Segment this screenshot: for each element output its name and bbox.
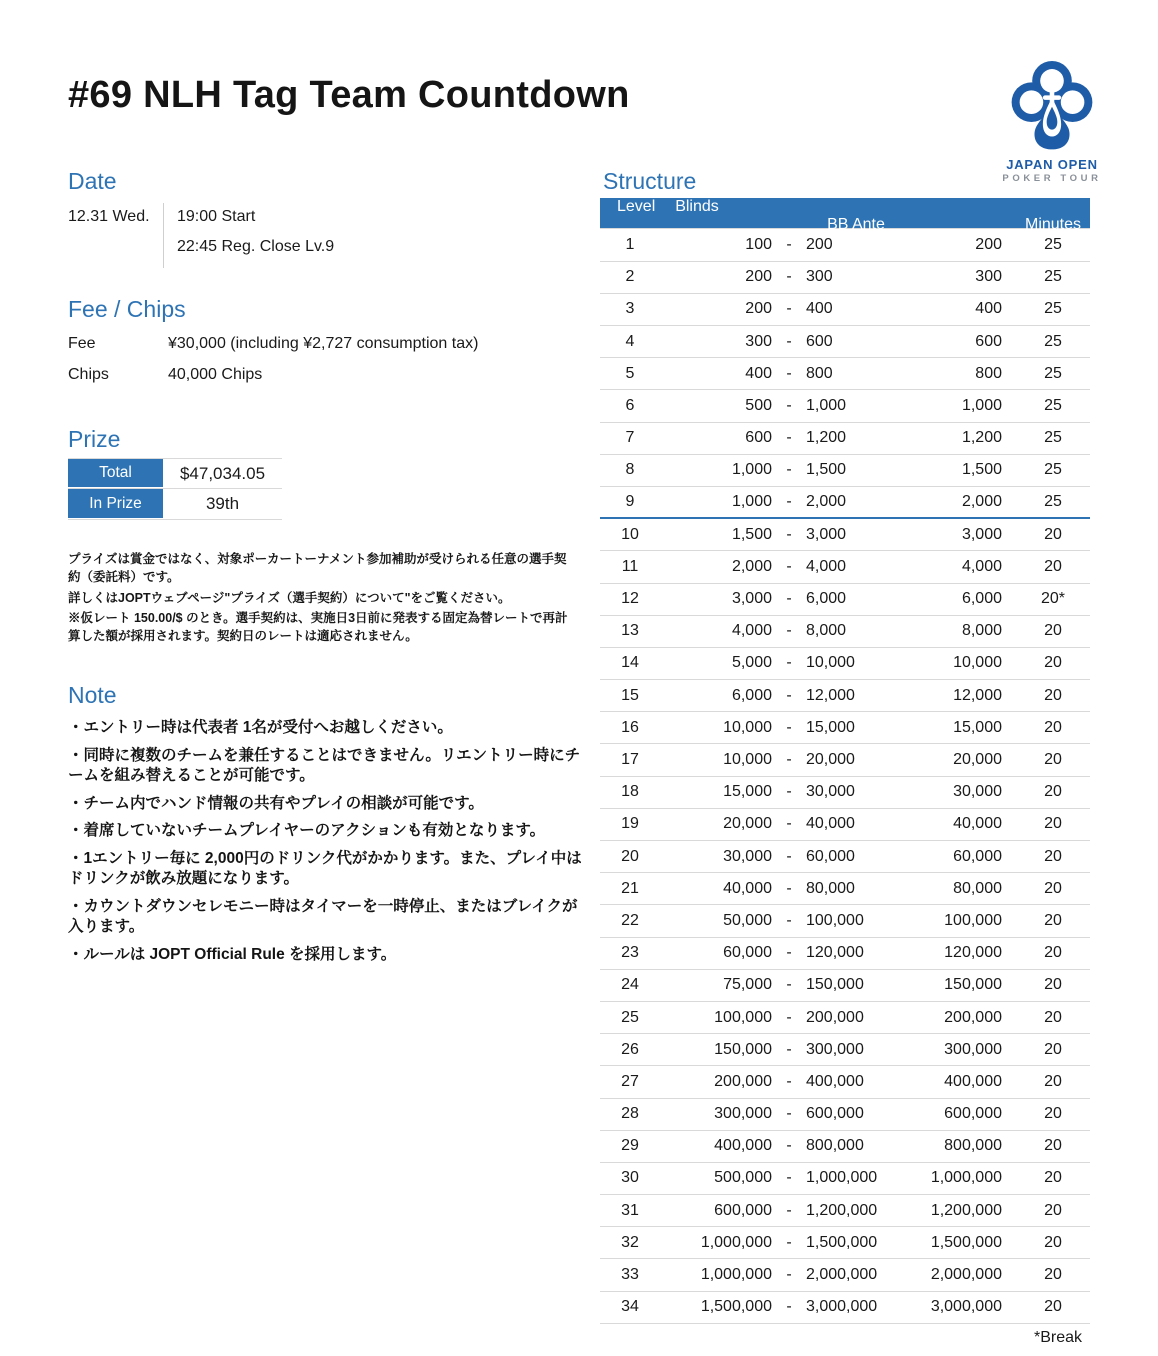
level-cell: 23 <box>621 944 639 962</box>
blinds-separator: - <box>786 429 792 447</box>
small-blind-cell: 1,500,000 <box>700 1298 772 1316</box>
bb-ante-cell: 600 <box>975 332 1002 350</box>
level-cell: 22 <box>621 911 639 929</box>
fee-value: ¥30,000 (including ¥2,727 consumption tax) <box>168 335 479 353</box>
level-cell: 8 <box>625 461 635 479</box>
blinds-separator: - <box>786 654 792 672</box>
big-blind-cell: 300,000 <box>806 1040 864 1058</box>
big-blind-cell: 15,000 <box>806 718 855 736</box>
structure-row <box>600 970 1090 1002</box>
level-cell: 2 <box>625 268 635 286</box>
start-time: 19:00 Start <box>177 208 256 226</box>
structure-row <box>600 744 1090 776</box>
blinds-separator: - <box>786 1298 792 1316</box>
big-blind-cell: 100,000 <box>806 911 864 929</box>
minutes-cell: 20 <box>1044 1266 1062 1284</box>
big-blind-cell: 200,000 <box>806 1008 864 1026</box>
structure-row <box>600 841 1090 873</box>
blinds-separator: - <box>786 557 792 575</box>
date-times <box>163 203 334 268</box>
big-blind-cell: 120,000 <box>806 944 864 962</box>
bb-ante-cell: 1,000,000 <box>930 1169 1002 1187</box>
structure-row <box>600 455 1090 487</box>
level-cell: 20 <box>621 847 639 865</box>
minutes-cell: 20 <box>1044 1105 1062 1123</box>
structure-row <box>600 1034 1090 1066</box>
small-blind-cell: 3,000 <box>731 590 772 608</box>
bb-ante-cell: 800 <box>975 364 1002 382</box>
structure-row <box>600 1066 1090 1098</box>
structure-row <box>600 294 1090 326</box>
column-header-bb-ante: BB Ante <box>827 216 885 234</box>
big-blind-cell: 12,000 <box>806 686 855 704</box>
blinds-separator: - <box>786 590 792 608</box>
level-cell: 24 <box>621 976 639 994</box>
bb-ante-cell: 2,000,000 <box>930 1266 1002 1284</box>
structure-row <box>600 358 1090 390</box>
structure-row <box>600 1002 1090 1034</box>
level-cell: 15 <box>621 686 639 704</box>
big-blind-cell: 1,000,000 <box>806 1169 878 1187</box>
small-blind-cell: 1,000,000 <box>700 1266 772 1284</box>
blinds-separator: - <box>786 1201 792 1219</box>
small-blind-cell: 60,000 <box>723 944 772 962</box>
small-blind-cell: 1,000 <box>731 493 772 511</box>
big-blind-cell: 800,000 <box>806 1137 864 1155</box>
small-blind-cell: 4,000 <box>731 622 772 640</box>
big-blind-cell: 1,200 <box>806 429 847 447</box>
big-blind-cell: 4,000 <box>806 557 847 575</box>
structure-row <box>600 873 1090 905</box>
structure-row <box>600 616 1090 648</box>
minutes-cell: 20 <box>1044 911 1062 929</box>
minutes-cell: 20 <box>1044 976 1062 994</box>
blinds-separator: - <box>786 1008 792 1026</box>
big-blind-cell: 600 <box>806 332 833 350</box>
minutes-cell: 25 <box>1044 429 1062 447</box>
big-blind-cell: 2,000 <box>806 493 847 511</box>
bb-ante-cell: 3,000,000 <box>930 1298 1002 1316</box>
blinds-separator: - <box>786 622 792 640</box>
blinds-separator: - <box>786 1105 792 1123</box>
big-blind-cell: 600,000 <box>806 1105 864 1123</box>
small-blind-cell: 40,000 <box>723 879 772 897</box>
minutes-cell: 25 <box>1044 493 1062 511</box>
big-blind-cell: 80,000 <box>806 879 855 897</box>
blinds-separator: - <box>786 236 792 254</box>
level-cell: 4 <box>625 332 635 350</box>
small-blind-cell: 2,000 <box>731 557 772 575</box>
note-item: ・1エントリー毎に 2,000円のドリンク代がかかります。また、プレイ中はドリンクが飲み放題になります。 <box>68 849 582 888</box>
blinds-separator: - <box>786 268 792 286</box>
bb-ante-cell: 100,000 <box>944 911 1002 929</box>
note-item: ・ルールは JOPT Official Rule を採用します。 <box>68 945 397 963</box>
minutes-cell: 20 <box>1044 879 1062 897</box>
small-blind-cell: 200 <box>745 268 772 286</box>
structure-row <box>600 1195 1090 1227</box>
bb-ante-cell: 200,000 <box>944 1008 1002 1026</box>
minutes-cell: 20 <box>1044 622 1062 640</box>
level-cell: 21 <box>621 879 639 897</box>
prize-heading: Prize <box>68 426 121 452</box>
big-blind-cell: 1,500 <box>806 461 847 479</box>
level-cell: 13 <box>621 622 639 640</box>
column-header-minutes: Minutes <box>1024 216 1082 234</box>
blinds-separator: - <box>786 332 792 350</box>
level-cell: 30 <box>621 1169 639 1187</box>
minutes-cell: 20 <box>1044 1008 1062 1026</box>
level-cell: 27 <box>621 1072 639 1090</box>
date-section <box>68 168 580 268</box>
fee-label: Fee <box>68 335 96 353</box>
structure-row <box>600 680 1090 712</box>
prize-inprize-row <box>68 489 282 520</box>
level-cell: 14 <box>621 654 639 672</box>
minutes-cell: 20 <box>1044 686 1062 704</box>
prize-inprize-value: 39th <box>205 494 240 514</box>
bb-ante-cell: 300 <box>975 268 1002 286</box>
prize-table <box>68 458 282 520</box>
minutes-cell: 20 <box>1044 751 1062 769</box>
structure-row <box>600 487 1090 519</box>
blinds-separator: - <box>786 815 792 833</box>
small-blind-cell: 5,000 <box>731 654 772 672</box>
bb-ante-cell: 30,000 <box>953 783 1002 801</box>
disclaimer-line: 詳しくはJOPTウェブページ"プライズ（選手契約）について"をご覧ください。 <box>68 590 511 605</box>
structure-section <box>600 168 1090 1347</box>
reg-close-time: 22:45 Reg. Close Lv.9 <box>177 238 335 256</box>
blinds-separator: - <box>786 396 792 414</box>
big-blind-cell: 800 <box>806 364 833 382</box>
chips-label: Chips <box>68 366 109 384</box>
minutes-cell: 20 <box>1044 525 1062 543</box>
bb-ante-cell: 4,000 <box>961 557 1002 575</box>
break-footnote: *Break <box>1033 1328 1082 1346</box>
small-blind-cell: 50,000 <box>723 911 772 929</box>
structure-row <box>600 905 1090 937</box>
note-item: ・カウントダウンセレモニー時はタイマーを一時停止、またはブレイクが入ります。 <box>68 897 578 936</box>
level-cell: 28 <box>621 1105 639 1123</box>
big-blind-cell: 3,000,000 <box>806 1298 878 1316</box>
note-section <box>68 682 584 972</box>
bb-ante-cell: 200 <box>975 236 1002 254</box>
bb-ante-cell: 300,000 <box>944 1040 1002 1058</box>
level-cell: 18 <box>621 783 639 801</box>
logo-text-japan-open: JAPAN OPEN <box>1006 157 1098 172</box>
big-blind-cell: 1,500,000 <box>806 1233 878 1251</box>
minutes-cell: 20 <box>1044 1072 1062 1090</box>
big-blind-cell: 30,000 <box>806 783 855 801</box>
bb-ante-cell: 1,000 <box>961 396 1002 414</box>
blinds-separator: - <box>786 976 792 994</box>
small-blind-cell: 300 <box>745 332 772 350</box>
minutes-cell: 20 <box>1044 847 1062 865</box>
small-blind-cell: 1,000,000 <box>700 1233 772 1251</box>
small-blind-cell: 200 <box>745 300 772 318</box>
fee-chips-section <box>68 296 580 384</box>
level-cell: 5 <box>625 364 635 382</box>
minutes-cell: 20 <box>1044 815 1062 833</box>
minutes-cell: 20 <box>1044 1040 1062 1058</box>
note-item: ・着席していないチームプレイヤーのアクションも有効となります。 <box>68 822 546 840</box>
bb-ante-cell: 120,000 <box>944 944 1002 962</box>
column-header-level: Level <box>617 198 656 216</box>
bb-ante-cell: 8,000 <box>961 622 1002 640</box>
big-blind-cell: 150,000 <box>806 976 864 994</box>
blinds-separator: - <box>786 364 792 382</box>
level-cell: 11 <box>621 557 639 575</box>
bb-ante-cell: 1,500,000 <box>930 1233 1002 1251</box>
structure-row <box>600 262 1090 294</box>
bb-ante-cell: 2,000 <box>961 493 1002 511</box>
bb-ante-cell: 1,500 <box>961 461 1002 479</box>
blinds-separator: - <box>786 751 792 769</box>
structure-row <box>600 423 1090 455</box>
small-blind-cell: 150,000 <box>714 1040 772 1058</box>
level-cell: 26 <box>621 1040 639 1058</box>
big-blind-cell: 400,000 <box>806 1072 864 1090</box>
structure-table-header <box>600 198 1090 234</box>
minutes-cell: 20* <box>1040 590 1066 608</box>
structure-row <box>600 1292 1090 1324</box>
prize-disclaimer <box>68 551 576 649</box>
level-cell: 9 <box>625 493 635 511</box>
blinds-separator: - <box>786 686 792 704</box>
minutes-cell: 25 <box>1044 236 1062 254</box>
blinds-separator: - <box>786 783 792 801</box>
big-blind-cell: 10,000 <box>806 654 855 672</box>
structure-table-body <box>600 229 1090 1323</box>
structure-row <box>600 648 1090 680</box>
logo-text-poker-tour: POKER TOUR <box>1002 173 1102 184</box>
bb-ante-cell: 800,000 <box>944 1137 1002 1155</box>
disclaimer-line: プライズは賞金ではなく、対象ポーカートーナメント参加補助が受けられる任意の選手契約（委託料）です。 <box>68 552 567 584</box>
note-list <box>68 718 584 965</box>
small-blind-cell: 600 <box>745 429 772 447</box>
structure-row <box>600 1227 1090 1259</box>
small-blind-cell: 75,000 <box>723 976 772 994</box>
small-blind-cell: 200,000 <box>714 1072 772 1090</box>
level-cell: 6 <box>625 396 635 414</box>
prize-inprize-label: In Prize <box>68 489 163 519</box>
level-cell: 17 <box>621 751 639 769</box>
jopt-logo <box>1002 58 1102 184</box>
big-blind-cell: 400 <box>806 300 833 318</box>
prize-section <box>68 426 580 520</box>
blinds-separator: - <box>786 300 792 318</box>
structure-row <box>600 777 1090 809</box>
small-blind-cell: 20,000 <box>723 815 772 833</box>
minutes-cell: 20 <box>1044 944 1062 962</box>
prize-total-label: Total <box>68 459 163 488</box>
level-cell: 25 <box>621 1008 639 1026</box>
big-blind-cell: 1,000 <box>806 396 847 414</box>
level-cell: 7 <box>625 429 635 447</box>
minutes-cell: 20 <box>1044 718 1062 736</box>
bb-ante-cell: 12,000 <box>953 686 1002 704</box>
blinds-separator: - <box>786 1137 792 1155</box>
blinds-separator: - <box>786 944 792 962</box>
structure-heading: Structure <box>603 168 697 194</box>
minutes-cell: 20 <box>1044 1169 1062 1187</box>
disclaimer-line: ※仮レート 150.00/$ のとき。選手契約は、実施日3日前に発表する固定為替レートで再計算した額が採用されます。契約日のレートは適応されません。 <box>68 611 568 643</box>
structure-row <box>600 584 1090 616</box>
small-blind-cell: 10,000 <box>723 751 772 769</box>
level-cell: 29 <box>621 1137 639 1155</box>
minutes-cell: 25 <box>1044 461 1062 479</box>
prize-total-value: $47,034.05 <box>179 463 266 483</box>
structure-row <box>600 712 1090 744</box>
minutes-cell: 20 <box>1044 1233 1062 1251</box>
minutes-cell: 20 <box>1044 557 1062 575</box>
minutes-cell: 25 <box>1044 332 1062 350</box>
level-cell: 3 <box>625 300 635 318</box>
bb-ante-cell: 1,200 <box>961 429 1002 447</box>
small-blind-cell: 300,000 <box>714 1105 772 1123</box>
bb-ante-cell: 40,000 <box>953 815 1002 833</box>
big-blind-cell: 300 <box>806 268 833 286</box>
structure-row <box>600 1259 1090 1291</box>
column-header-blinds: Blinds <box>675 198 719 216</box>
blinds-separator: - <box>786 1072 792 1090</box>
minutes-cell: 20 <box>1044 1298 1062 1316</box>
level-cell: 1 <box>625 236 635 254</box>
bb-ante-cell: 400 <box>975 300 1002 318</box>
small-blind-cell: 1,000 <box>731 461 772 479</box>
big-blind-cell: 2,000,000 <box>806 1266 878 1284</box>
blinds-separator: - <box>786 847 792 865</box>
prize-total-row <box>68 458 282 489</box>
note-item: ・同時に複数のチームを兼任することはできません。リエントリー時にチームを組み替えることが可能です。 <box>68 746 581 785</box>
blinds-separator: - <box>786 493 792 511</box>
small-blind-cell: 500 <box>745 396 772 414</box>
structure-row <box>600 551 1090 583</box>
note-item: ・エントリー時は代表者 1名が受付へお越しください。 <box>68 719 453 737</box>
bb-ante-cell: 3,000 <box>961 525 1002 543</box>
small-blind-cell: 10,000 <box>723 718 772 736</box>
minutes-cell: 20 <box>1044 783 1062 801</box>
level-cell: 12 <box>621 590 639 608</box>
date-day: 12.31 Wed. <box>68 208 150 226</box>
small-blind-cell: 1,500 <box>731 525 772 543</box>
fee-chips-heading: Fee / Chips <box>68 296 186 322</box>
minutes-cell: 25 <box>1044 300 1062 318</box>
blinds-separator: - <box>786 879 792 897</box>
structure-row <box>600 938 1090 970</box>
big-blind-cell: 60,000 <box>806 847 855 865</box>
level-cell: 31 <box>621 1201 639 1219</box>
date-heading: Date <box>68 168 117 194</box>
small-blind-cell: 6,000 <box>731 686 772 704</box>
date-body <box>68 203 580 268</box>
blinds-separator: - <box>786 461 792 479</box>
small-blind-cell: 30,000 <box>723 847 772 865</box>
blinds-separator: - <box>786 1266 792 1284</box>
bb-ante-cell: 20,000 <box>953 751 1002 769</box>
big-blind-cell: 3,000 <box>806 525 847 543</box>
small-blind-cell: 15,000 <box>723 783 772 801</box>
bb-ante-cell: 60,000 <box>953 847 1002 865</box>
blinds-separator: - <box>786 718 792 736</box>
minutes-cell: 25 <box>1044 268 1062 286</box>
bb-ante-cell: 10,000 <box>953 654 1002 672</box>
big-blind-cell: 6,000 <box>806 590 847 608</box>
small-blind-cell: 500,000 <box>714 1169 772 1187</box>
level-cell: 10 <box>621 525 639 543</box>
structure-row <box>600 1163 1090 1195</box>
structure-row <box>600 809 1090 841</box>
chips-row <box>68 366 580 384</box>
minutes-cell: 20 <box>1044 1137 1062 1155</box>
big-blind-cell: 20,000 <box>806 751 855 769</box>
bb-ante-cell: 1,200,000 <box>930 1201 1002 1219</box>
page-title: #69 NLH Tag Team Countdown <box>68 74 630 116</box>
fee-row <box>68 335 580 353</box>
minutes-cell: 25 <box>1044 364 1062 382</box>
structure-row <box>600 1099 1090 1131</box>
minutes-cell: 20 <box>1044 1201 1062 1219</box>
blinds-separator: - <box>786 525 792 543</box>
small-blind-cell: 100 <box>745 236 772 254</box>
big-blind-cell: 8,000 <box>806 622 847 640</box>
bb-ante-cell: 150,000 <box>944 976 1002 994</box>
big-blind-cell: 40,000 <box>806 815 855 833</box>
blinds-separator: - <box>786 1233 792 1251</box>
structure-row <box>600 390 1090 422</box>
note-heading: Note <box>68 682 117 708</box>
structure-row <box>600 519 1090 551</box>
blinds-separator: - <box>786 1169 792 1187</box>
big-blind-cell: 1,200,000 <box>806 1201 878 1219</box>
bb-ante-cell: 6,000 <box>961 590 1002 608</box>
big-blind-cell: 200 <box>806 236 833 254</box>
structure-row <box>600 1131 1090 1163</box>
chips-value: 40,000 Chips <box>168 366 263 384</box>
level-cell: 34 <box>621 1298 639 1316</box>
small-blind-cell: 600,000 <box>714 1201 772 1219</box>
blinds-separator: - <box>786 1040 792 1058</box>
minutes-cell: 20 <box>1044 654 1062 672</box>
level-cell: 19 <box>621 815 639 833</box>
small-blind-cell: 400 <box>745 364 772 382</box>
level-cell: 33 <box>621 1266 639 1284</box>
level-cell: 32 <box>621 1233 639 1251</box>
bb-ante-cell: 80,000 <box>953 879 1002 897</box>
small-blind-cell: 400,000 <box>714 1137 772 1155</box>
bb-ante-cell: 600,000 <box>944 1105 1002 1123</box>
note-item: ・チーム内でハンド情報の共有やプレイの相談が可能です。 <box>68 794 484 812</box>
structure-table <box>600 198 1090 1323</box>
blinds-separator: - <box>786 911 792 929</box>
minutes-cell: 25 <box>1044 396 1062 414</box>
level-cell: 16 <box>621 718 639 736</box>
small-blind-cell: 100,000 <box>714 1008 772 1026</box>
jopt-club-icon <box>1010 58 1094 154</box>
bb-ante-cell: 400,000 <box>944 1072 1002 1090</box>
structure-row <box>600 326 1090 358</box>
bb-ante-cell: 15,000 <box>953 718 1002 736</box>
